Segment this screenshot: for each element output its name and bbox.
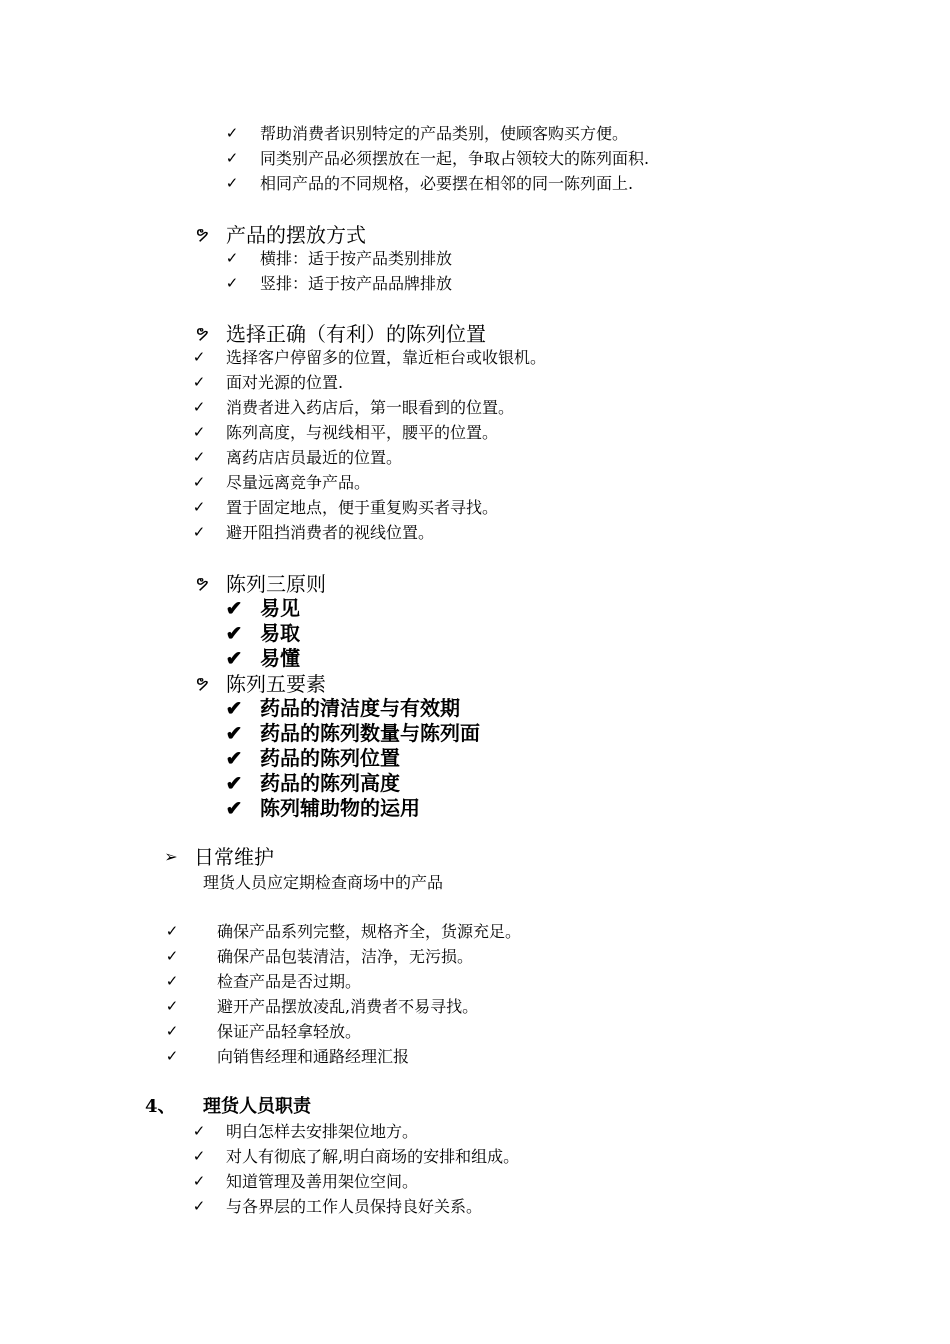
check-icon: ✔ [225,771,243,795]
check-icon: ✓ [165,1022,179,1040]
check-icon: ✓ [192,423,206,441]
check-icon: ✓ [192,1122,206,1140]
check-icon: ✓ [165,997,179,1015]
ornament-bullet-icon: ຯ [195,224,209,244]
ornament-bullet-icon: ຯ [195,573,209,593]
check-icon: ✓ [192,498,206,516]
check-icon: ✓ [225,174,239,192]
check-icon: ✔ [225,596,243,620]
check-icon: ✓ [192,398,206,416]
ornament-bullet-icon: ຯ [195,323,209,343]
check-icon: ✔ [225,721,243,745]
check-icon: ✔ [225,746,243,770]
check-icon: ✓ [225,274,239,292]
check-icon: ✓ [192,1147,206,1165]
check-icon: ✓ [225,149,239,167]
check-icon: ✓ [192,448,206,466]
check-icon: ✓ [192,1197,206,1215]
section-number: 4、 [145,1096,176,1117]
arrow-bullet-icon: ➢ [164,847,178,866]
check-icon: ✓ [192,1172,206,1190]
check-icon: ✓ [165,1047,179,1065]
check-icon: ✓ [192,373,206,391]
check-icon: ✓ [192,523,206,541]
check-icon: ✔ [225,796,243,820]
check-icon: ✔ [225,621,243,645]
check-icon: ✔ [225,696,243,720]
check-icon: ✔ [225,646,243,670]
check-icon: ✓ [165,947,179,965]
check-icon: ✓ [225,124,239,142]
check-icon: ✓ [165,972,179,990]
ornament-bullet-icon: ຯ [195,673,209,693]
check-icon: ✓ [225,249,239,267]
check-icon: ✓ [165,922,179,940]
check-icon: ✓ [192,473,206,491]
check-icon: ✓ [192,348,206,366]
